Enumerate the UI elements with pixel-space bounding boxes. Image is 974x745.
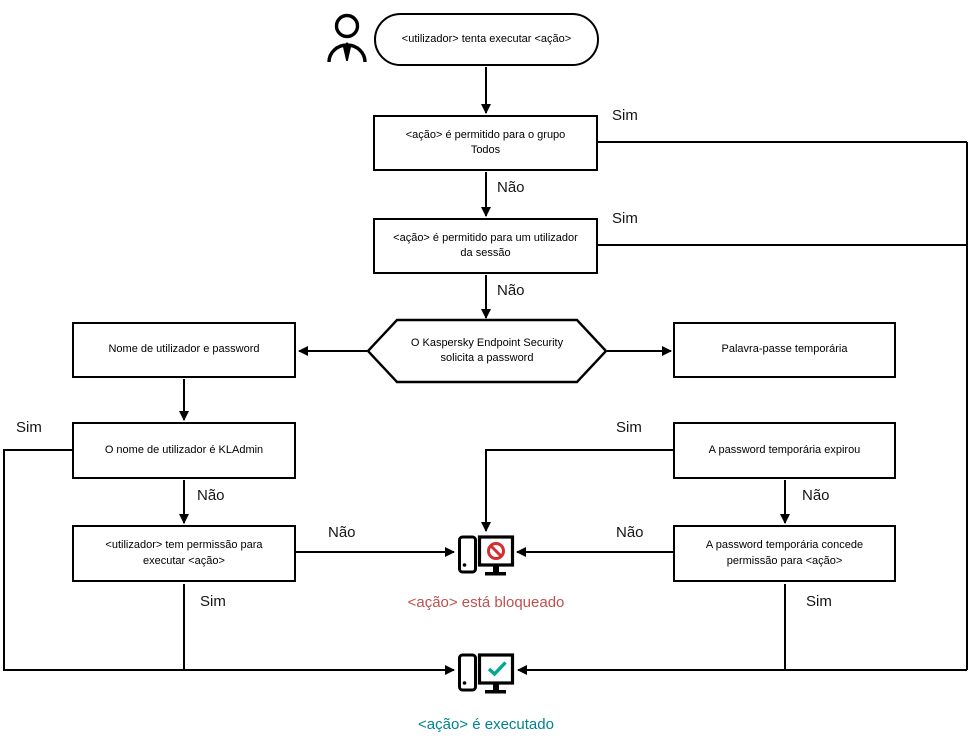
label-permission-no: Não — [328, 524, 356, 541]
label-grants-no: Não — [616, 524, 644, 541]
label-expired-yes: Sim — [616, 419, 642, 436]
blocked-caption: <ação> está bloqueado — [407, 594, 565, 611]
username-password-node: Nome de utilizador e password — [72, 322, 296, 378]
edge-expired-yes — [486, 450, 673, 531]
label-groupall-no: Não — [497, 179, 525, 196]
computer-monitor — [480, 655, 513, 683]
label-groupall-yes: Sim — [612, 107, 638, 124]
tower-led — [463, 681, 467, 685]
password-prompt-node: O Kaspersky Endpoint Security solicita a password — [410, 336, 564, 364]
label-sessionuser-no: Não — [497, 282, 525, 299]
tower-led — [463, 563, 467, 567]
allowed-group-all-node: <ação> é permitido para o grupo Todos — [373, 115, 598, 171]
label-kladmin-yes: Sim — [16, 419, 42, 436]
user-icon — [329, 16, 365, 63]
temp-expired-node: A password temporária expirou — [673, 422, 896, 479]
computer-blocked-icon — [460, 537, 513, 576]
executed-caption: <ação> é executado — [418, 716, 554, 733]
allowed-session-user-node: <ação> é permitido para um utilizador da sessão — [373, 218, 598, 274]
temp-grants-node: A password temporária concede permissão para <ação> — [673, 525, 896, 582]
start-node: <utilizador> tenta executar <ação> — [374, 13, 599, 66]
label-sessionuser-yes: Sim — [612, 210, 638, 227]
user-permission-node: <utilizador> tem permissão para executar <ação> — [72, 525, 296, 582]
monitor-neck — [493, 565, 499, 572]
computer-check-icon — [460, 655, 513, 694]
label-grants-yes: Sim — [806, 593, 832, 610]
label-expired-no: Não — [802, 487, 830, 504]
monitor-base — [485, 572, 506, 576]
label-kladmin-no: Não — [197, 487, 225, 504]
monitor-base — [485, 690, 506, 694]
monitor-neck — [493, 683, 499, 690]
computer-tower — [460, 655, 476, 690]
computer-tower — [460, 537, 476, 572]
temporary-password-node: Palavra-passe temporária — [673, 322, 896, 378]
label-permission-yes: Sim — [200, 593, 226, 610]
kladmin-node: O nome de utilizador é KLAdmin — [72, 422, 296, 479]
